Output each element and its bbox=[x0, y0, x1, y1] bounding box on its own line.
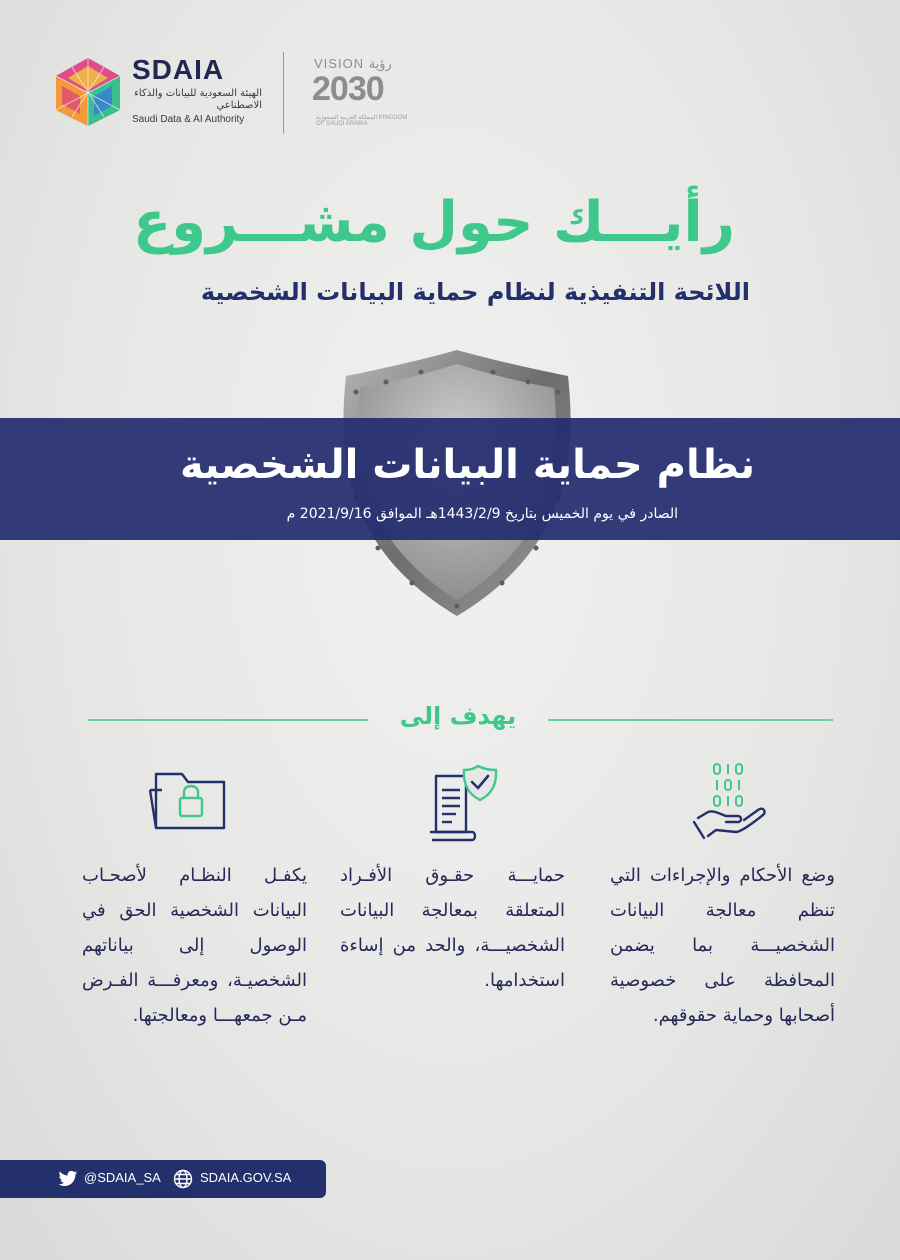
sdaia-arabic-name: الهيئة السعودية للبيانات والذكاء الاصطناعي bbox=[134, 88, 262, 111]
sdaia-cube-icon bbox=[52, 56, 124, 128]
goals-divider-right bbox=[548, 719, 833, 721]
footer-bar bbox=[0, 1160, 326, 1198]
goal-text-rules: وضع الأحكام والإجراءات التي تنظم معالجة البيانات الشخصيـــة بما يضمن المحافظة على خصوصية أصحابها وحماية حقوقهم. bbox=[610, 865, 835, 1026]
banner-date: الصادر في يوم الخميس بتاريخ 1443/2/9هـ الموافق 2021/9/16 م bbox=[286, 506, 678, 522]
goals-heading: يهدف إلى bbox=[399, 702, 517, 730]
vision-2030-logo bbox=[312, 54, 422, 132]
sdaia-wordmark: SDAIA bbox=[132, 54, 225, 85]
vision-label: VISION رؤية bbox=[314, 56, 392, 71]
goal-text-access: يكفـل النظـام لأصحـاب البيانات الشخصية الحق في الوصول إلى بياناتهم الشخصيـة، ومعرفـــة الفـرض مـن جمعهـــا ومعالجتها. bbox=[82, 865, 307, 1026]
twitter-icon bbox=[58, 1170, 78, 1188]
website-link[interactable]: SDAIA.GOV.SA bbox=[200, 1170, 292, 1185]
sdaia-logo bbox=[52, 52, 267, 128]
page-subtitle: اللائحة التنفيذية لنظام حماية البيانات الشخصية bbox=[200, 278, 750, 306]
goal-text-rights: حمايـــة حقـوق الأفـراد المتعلقة بمعالجة البيانات الشخصيـــة، والحد من إساءة استخدامها. bbox=[340, 865, 565, 991]
header-divider bbox=[283, 52, 284, 134]
vision-year: 2030 bbox=[312, 70, 384, 108]
title-banner bbox=[0, 418, 900, 540]
globe-icon bbox=[173, 1169, 193, 1189]
document-shield-icon bbox=[422, 762, 506, 846]
twitter-handle-link[interactable]: @SDAIA_SA bbox=[84, 1170, 161, 1185]
goals-divider-left bbox=[88, 719, 368, 721]
sdaia-english-name: Saudi Data & AI Authority bbox=[132, 114, 245, 125]
locked-folder-icon bbox=[148, 762, 232, 846]
data-hand-icon bbox=[690, 760, 774, 844]
vision-subtitle: المملكة العربية السعودية KINGDOM OF SAUDI ARABIA bbox=[316, 115, 408, 127]
page-title: رأيـــك حول مشـــروع bbox=[132, 190, 735, 255]
banner-title: نظام حماية البيانات الشخصية bbox=[180, 442, 755, 488]
